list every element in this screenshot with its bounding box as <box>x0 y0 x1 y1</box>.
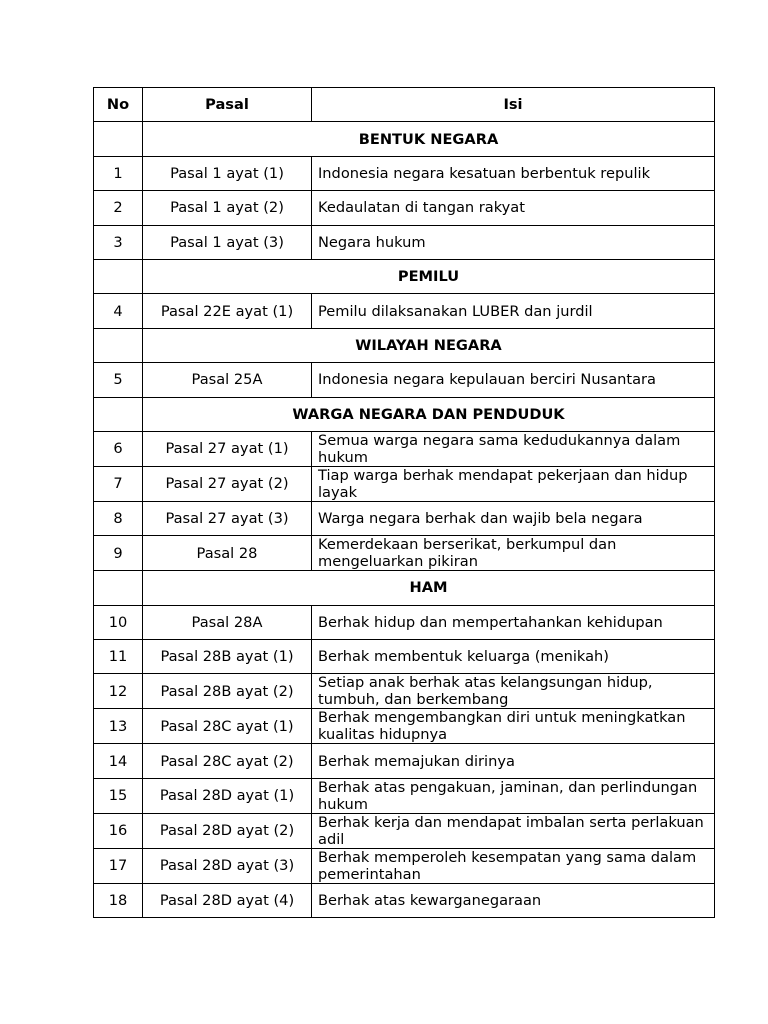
row-pasal: Pasal 1 ayat (1) <box>143 156 312 190</box>
row-pasal: Pasal 1 ayat (2) <box>143 191 312 225</box>
table-row <box>94 431 715 466</box>
row-number: 15 <box>94 778 143 813</box>
table-row <box>94 225 715 259</box>
row-isi: Kedaulatan di tangan rakyat <box>312 191 715 225</box>
section-empty-cell <box>94 571 143 605</box>
table-row <box>94 674 715 709</box>
row-pasal: Pasal 28D ayat (1) <box>143 778 312 813</box>
row-isi: Berhak kerja dan mendapat imbalan serta perlakuan adil <box>312 813 715 848</box>
section-row <box>94 122 715 156</box>
table-row <box>94 501 715 535</box>
row-number: 11 <box>94 640 143 674</box>
table-body <box>94 122 715 918</box>
section-empty-cell <box>94 397 143 431</box>
row-number: 6 <box>94 431 143 466</box>
row-number: 18 <box>94 883 143 917</box>
row-pasal: Pasal 28B ayat (1) <box>143 640 312 674</box>
row-number: 16 <box>94 813 143 848</box>
row-isi: Setiap anak berhak atas kelangsungan hidup, tumbuh, dan berkembang <box>312 674 715 709</box>
row-isi: Semua warga negara sama kedudukannya dalam hukum <box>312 431 715 466</box>
row-isi: Berhak memajukan dirinya <box>312 744 715 778</box>
row-isi: Berhak hidup dan mempertahankan kehidupan <box>312 605 715 639</box>
header-pasal: Pasal <box>143 88 312 122</box>
row-isi: Berhak mengembangkan diri untuk meningkatkan kualitas hidupnya <box>312 709 715 744</box>
section-row <box>94 571 715 605</box>
table-row <box>94 363 715 397</box>
table-row <box>94 294 715 328</box>
section-row <box>94 328 715 362</box>
row-isi: Tiap warga berhak mendapat pekerjaan dan hidup layak <box>312 466 715 501</box>
row-isi: Berhak memperoleh kesempatan yang sama dalam pemerintahan <box>312 848 715 883</box>
row-isi: Berhak atas kewarganegaraan <box>312 883 715 917</box>
row-number: 10 <box>94 605 143 639</box>
row-number: 4 <box>94 294 143 328</box>
table-row <box>94 191 715 225</box>
table-row <box>94 466 715 501</box>
section-title: BENTUK NEGARA <box>143 122 715 156</box>
section-title: PEMILU <box>143 259 715 293</box>
section-title: WARGA NEGARA DAN PENDUDUK <box>143 397 715 431</box>
row-number: 1 <box>94 156 143 190</box>
row-number: 8 <box>94 501 143 535</box>
table-row <box>94 156 715 190</box>
section-empty-cell <box>94 259 143 293</box>
row-pasal: Pasal 1 ayat (3) <box>143 225 312 259</box>
section-row <box>94 397 715 431</box>
row-number: 9 <box>94 536 143 571</box>
table-row <box>94 709 715 744</box>
table-row <box>94 778 715 813</box>
row-pasal: Pasal 28D ayat (2) <box>143 813 312 848</box>
row-pasal: Pasal 27 ayat (2) <box>143 466 312 501</box>
table-row <box>94 848 715 883</box>
row-isi: Indonesia negara kepulauan berciri Nusantara <box>312 363 715 397</box>
row-number: 2 <box>94 191 143 225</box>
row-isi: Warga negara berhak dan wajib bela negara <box>312 501 715 535</box>
row-isi: Kemerdekaan berserikat, berkumpul dan mengeluarkan pikiran <box>312 536 715 571</box>
row-isi: Berhak atas pengakuan, jaminan, dan perlindungan hukum <box>312 778 715 813</box>
table-row <box>94 744 715 778</box>
row-pasal: Pasal 28D ayat (4) <box>143 883 312 917</box>
table-row <box>94 536 715 571</box>
row-number: 7 <box>94 466 143 501</box>
row-pasal: Pasal 28B ayat (2) <box>143 674 312 709</box>
row-isi: Indonesia negara kesatuan berbentuk repulik <box>312 156 715 190</box>
row-pasal: Pasal 22E ayat (1) <box>143 294 312 328</box>
table-header-row <box>94 88 715 122</box>
row-number: 12 <box>94 674 143 709</box>
row-pasal: Pasal 28D ayat (3) <box>143 848 312 883</box>
section-empty-cell <box>94 328 143 362</box>
row-number: 3 <box>94 225 143 259</box>
row-isi: Pemilu dilaksanakan LUBER dan jurdil <box>312 294 715 328</box>
section-title: WILAYAH NEGARA <box>143 328 715 362</box>
row-pasal: Pasal 28 <box>143 536 312 571</box>
row-pasal: Pasal 25A <box>143 363 312 397</box>
row-isi: Berhak membentuk keluarga (menikah) <box>312 640 715 674</box>
section-title: HAM <box>143 571 715 605</box>
row-pasal: Pasal 28C ayat (1) <box>143 709 312 744</box>
header-isi: Isi <box>312 88 715 122</box>
row-pasal: Pasal 27 ayat (3) <box>143 501 312 535</box>
section-empty-cell <box>94 122 143 156</box>
row-pasal: Pasal 28A <box>143 605 312 639</box>
table-row <box>94 883 715 917</box>
table-row <box>94 640 715 674</box>
header-no: No <box>94 88 143 122</box>
row-number: 14 <box>94 744 143 778</box>
table-row <box>94 813 715 848</box>
pasal-table <box>93 87 715 918</box>
section-row <box>94 259 715 293</box>
row-number: 17 <box>94 848 143 883</box>
row-pasal: Pasal 28C ayat (2) <box>143 744 312 778</box>
row-pasal: Pasal 27 ayat (1) <box>143 431 312 466</box>
row-isi: Negara hukum <box>312 225 715 259</box>
row-number: 13 <box>94 709 143 744</box>
table-row <box>94 605 715 639</box>
row-number: 5 <box>94 363 143 397</box>
